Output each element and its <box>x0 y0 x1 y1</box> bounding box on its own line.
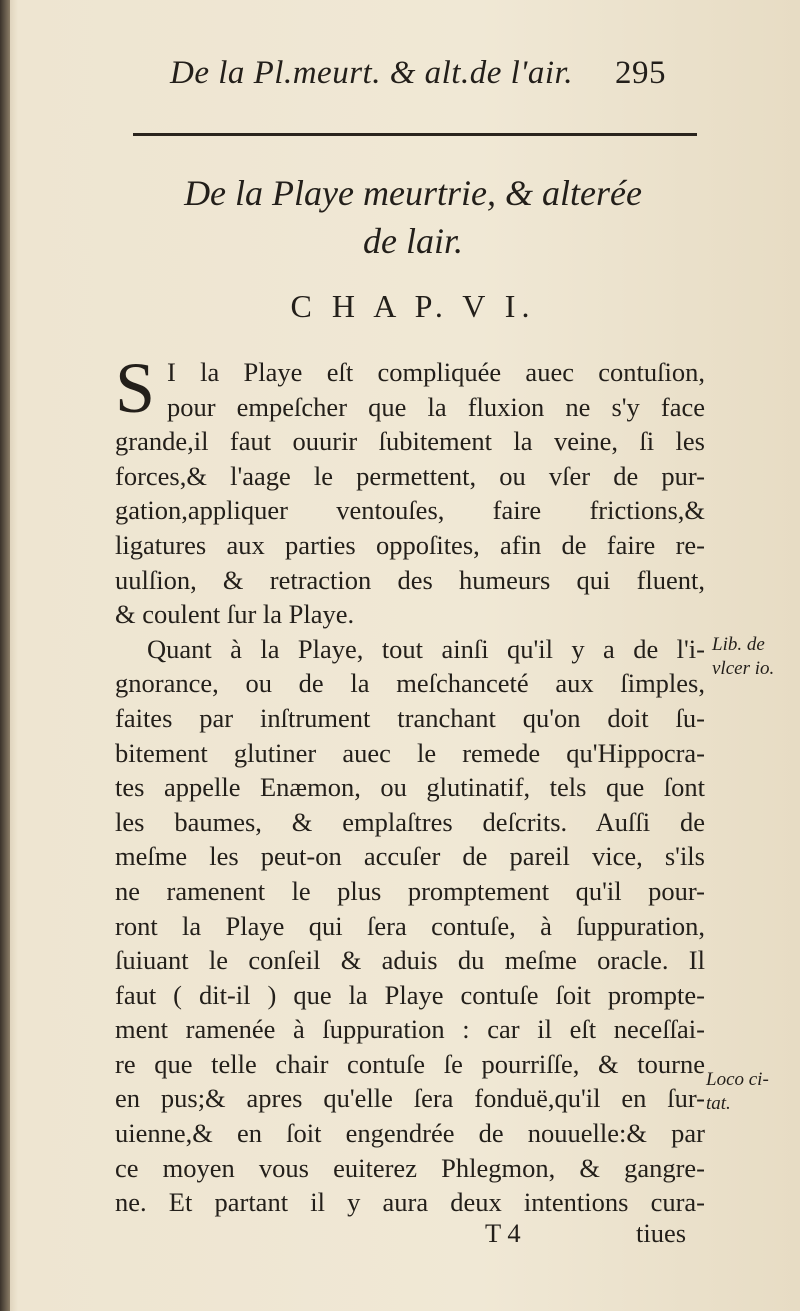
text-line: ront la Playe qui ſera contuſe, à ſuppuration, <box>115 910 705 941</box>
text-line: uulſion, & retraction des humeurs qui fluent, <box>115 564 705 595</box>
drop-capital: S <box>115 348 156 428</box>
running-header <box>170 55 710 92</box>
text-line: les baumes, & emplaſtres deſcrits. Auſſi de <box>115 806 705 837</box>
margin-note-lib-de-vlcer <box>712 633 774 681</box>
chapter-title-line-1: De la Playe meurtrie, & alterée <box>184 173 642 213</box>
text-line: ce moyen vous euiterez Phlegmon, & gangre- <box>115 1152 705 1183</box>
margin-note-line: vlcer io. <box>712 658 775 679</box>
text-line: faites par inſtrument tranchant qu'on doit ſu- <box>115 702 705 733</box>
text-line: ne ramenent le plus promptement qu'il pour- <box>115 875 705 906</box>
text-line: Quant à la Playe, tout ainſi qu'il y a de l'i- <box>147 633 705 664</box>
text-line: ſuiuant le conſeil & aduis du meſme oracle. Il <box>115 945 705 976</box>
text-line: gnorance, ou de la meſchanceté aux ſimples, <box>115 668 705 699</box>
chapter-title-line-2: de lair. <box>362 221 463 261</box>
catchword: tiues <box>636 1218 687 1248</box>
text-line: tes appelle Enæmon, ou glutinatif, tels que ſont <box>115 772 705 803</box>
running-title: De la Pl.meurt. & alt.de l'air. <box>170 55 573 91</box>
text-line: ment ramenée à ſuppuration : car il eſt neceſſai- <box>115 1014 705 1045</box>
text-line: bitement glutiner auec le remede qu'Hippocra- <box>115 737 705 768</box>
margin-note-line: tat. <box>706 1093 731 1114</box>
text-line: re que telle chair contuſe ſe pourriſſe, & tourne <box>115 1048 705 1079</box>
page-number: 295 <box>615 55 666 91</box>
text-line: forces,& l'aage le permettent, ou vſer de pur- <box>115 460 705 491</box>
body-text <box>115 348 705 1220</box>
book-binding-edge <box>0 0 10 1311</box>
text-line: ligatures aux parties oppoſites, afin de faire re- <box>115 529 705 560</box>
margin-note-line: Lib. de <box>712 634 765 655</box>
text-line: & coulent ſur la Playe. <box>115 599 355 630</box>
text-line: I la Playe eſt compliquée auec contuſion, <box>167 357 705 387</box>
margin-note-line: Loco ci- <box>706 1069 769 1090</box>
text-line: gation,appliquer ventouſes, faire frictions,& <box>115 495 705 526</box>
text-line: grande,il faut ouurir ſubitement la veine, ſi les <box>115 426 705 457</box>
signature-mark: T 4 <box>485 1218 521 1248</box>
margin-note-loco-citat <box>706 1068 769 1116</box>
text-line: uienne,& en ſoit engendrée de nouuelle:& par <box>115 1118 705 1149</box>
text-line: pour empeſcher que la fluxion ne s'y face <box>167 391 705 422</box>
header-rule <box>133 133 697 136</box>
text-line: ne. Et partant il y aura deux intentions cura- <box>115 1187 705 1218</box>
chapter-number: C H A P. V I. <box>290 288 536 324</box>
text-line: faut ( dit-il ) que la Playe contuſe ſoit prompte- <box>115 979 705 1010</box>
text-line: meſme les peut-on accuſer de pareil vice, s'ils <box>115 841 705 872</box>
text-line: en pus;& apres qu'elle ſera fonduë,qu'il en ſur- <box>115 1083 705 1114</box>
